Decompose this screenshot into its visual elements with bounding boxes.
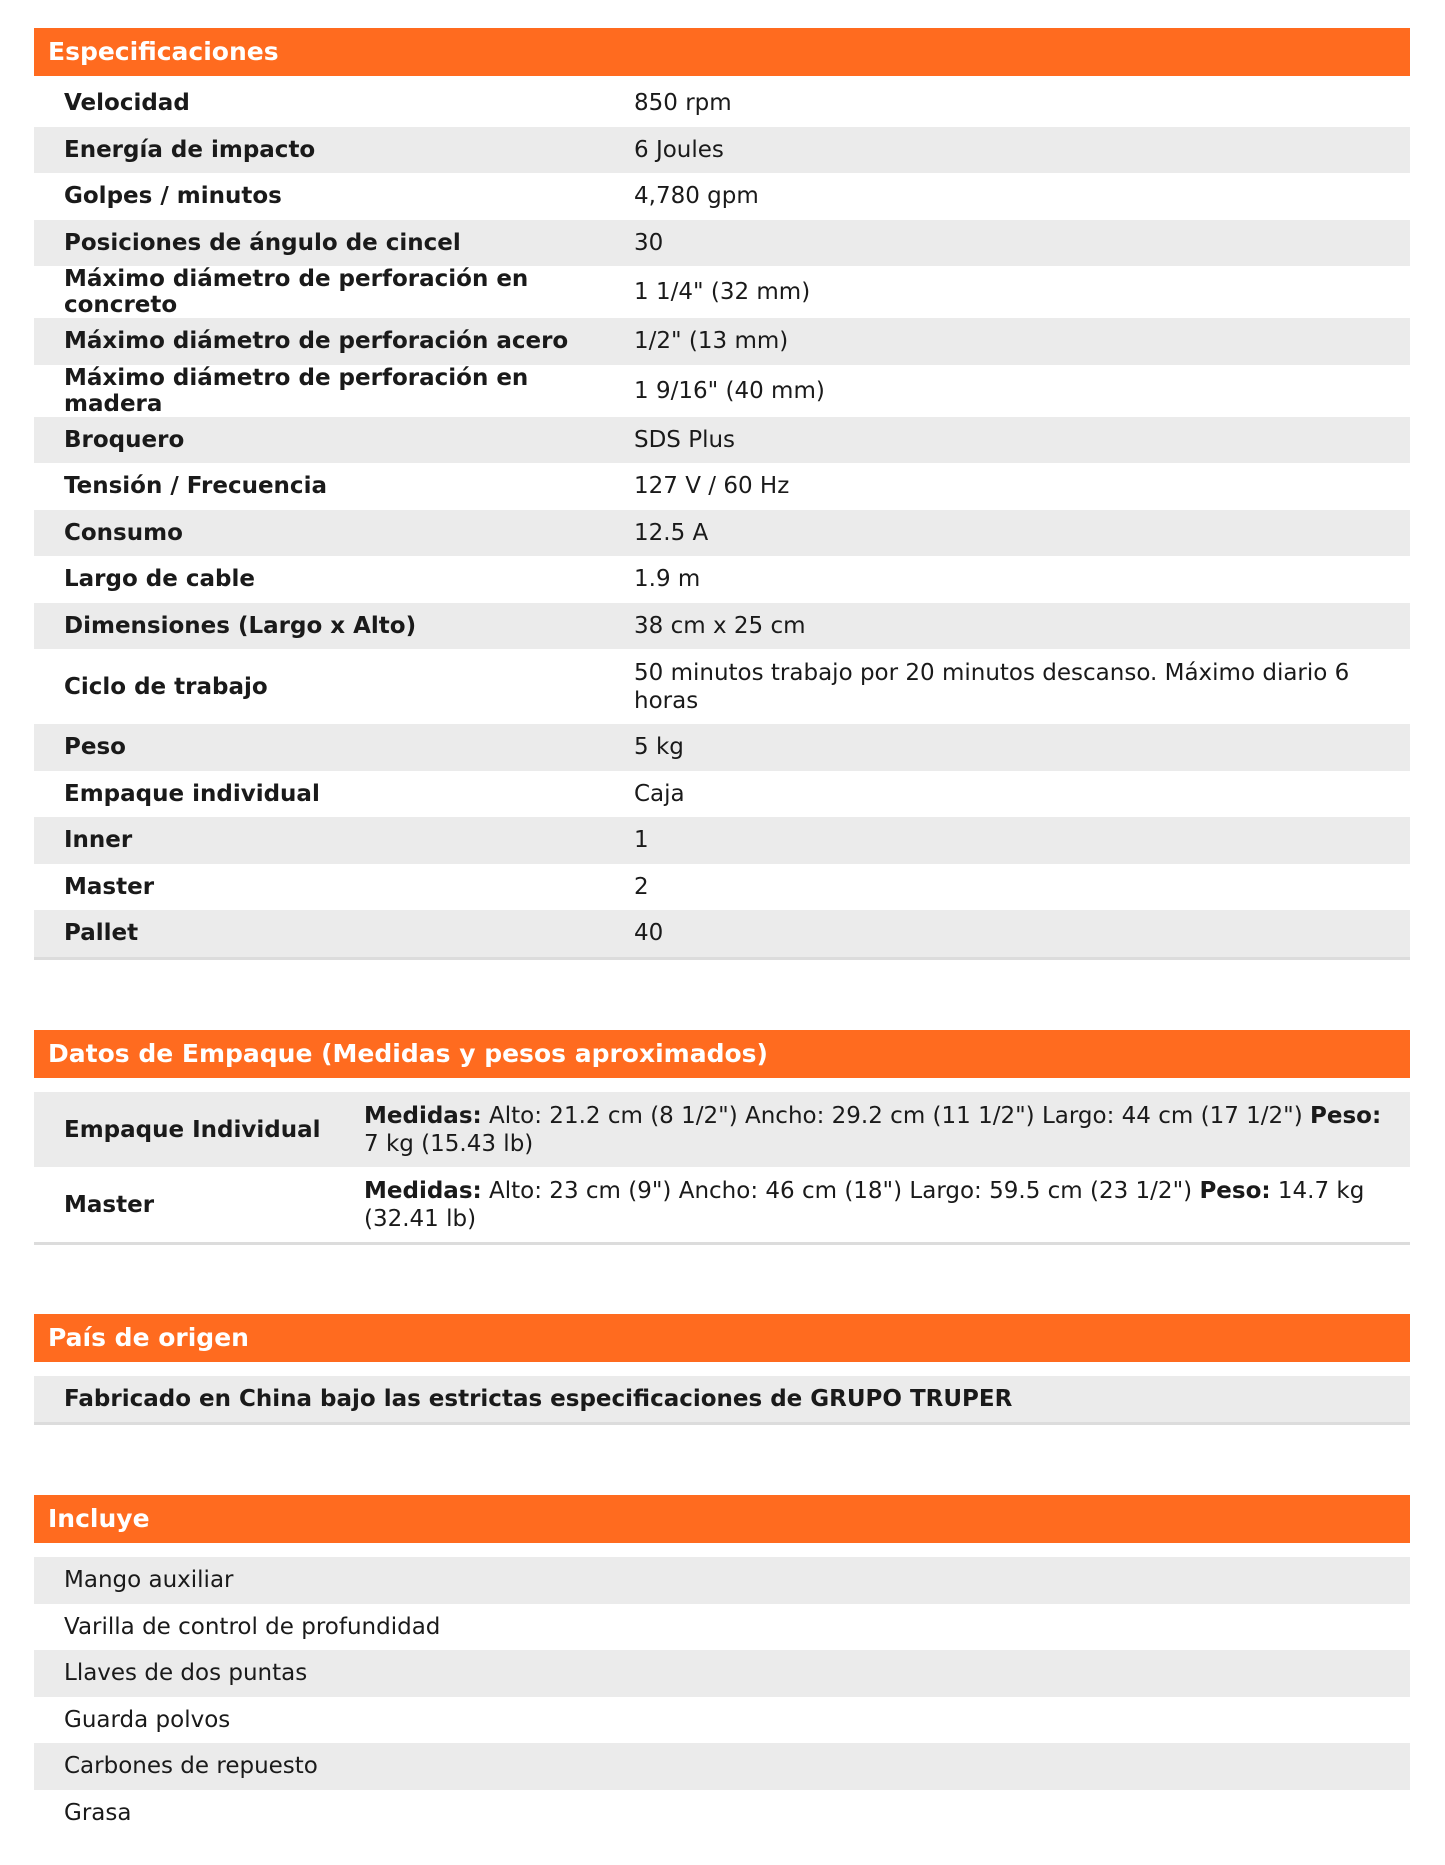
specs-header: Especificaciones xyxy=(34,28,1410,76)
weight-value: 14.7 kg (32.41 lb) xyxy=(364,1177,1365,1232)
spec-value: 1 xyxy=(634,817,1410,864)
packaging-label: Master xyxy=(34,1167,364,1242)
spec-label: Consumo xyxy=(34,510,634,557)
spec-value: 127 V / 60 Hz xyxy=(634,463,1410,510)
specs-section xyxy=(34,28,1410,960)
spec-value: 38 cm x 25 cm xyxy=(634,603,1410,650)
includes-item: Mango auxiliar xyxy=(34,1557,1410,1604)
spec-label: Dimensiones (Largo x Alto) xyxy=(34,603,634,650)
includes-item: Grasa xyxy=(34,1790,1410,1837)
spec-row xyxy=(34,220,1410,267)
measures-value: Alto: 21.2 cm (8 1/2") Ancho: 29.2 cm (11 1/2") Largo: 44 cm (17 1/2") xyxy=(489,1102,1303,1129)
packaging-table xyxy=(34,1092,1410,1242)
spec-row xyxy=(34,817,1410,864)
spec-value: 4,780 gpm xyxy=(634,173,1410,220)
includes-row xyxy=(34,1650,1410,1697)
spec-row xyxy=(34,365,1410,417)
spec-row xyxy=(34,603,1410,650)
spec-value: 1 1/4" (32 mm) xyxy=(634,266,1410,318)
spec-label: Energía de impacto xyxy=(34,127,634,174)
spec-row xyxy=(34,771,1410,818)
measures-value: Alto: 23 cm (9") Ancho: 46 cm (18") Largo: 59.5 cm (23 1/2") xyxy=(489,1177,1193,1204)
includes-item: Varilla de control de profundidad xyxy=(34,1604,1410,1651)
packaging-divider xyxy=(34,1242,1410,1245)
spec-label: Tensión / Frecuencia xyxy=(34,463,634,510)
spec-row xyxy=(34,510,1410,557)
includes-item: Guarda polvos xyxy=(34,1697,1410,1744)
spec-label: Master xyxy=(34,864,634,911)
spec-label: Largo de cable xyxy=(34,556,634,603)
weight-value: 7 kg (15.43 lb) xyxy=(364,1130,534,1157)
spec-value: 5 kg xyxy=(634,724,1410,771)
packaging-value xyxy=(364,1167,1410,1242)
packaging-section xyxy=(34,1030,1410,1245)
spec-label: Golpes / minutos xyxy=(34,173,634,220)
weight-label: Peso: xyxy=(1310,1102,1382,1129)
includes-row xyxy=(34,1604,1410,1651)
spec-value: 1 9/16" (40 mm) xyxy=(634,365,1410,417)
includes-section xyxy=(34,1495,1410,1836)
spec-row xyxy=(34,864,1410,911)
packaging-label: Empaque Individual xyxy=(34,1092,364,1167)
spec-value: 12.5 A xyxy=(634,510,1410,557)
origin-header: País de origen xyxy=(34,1314,1410,1362)
spec-value: 2 xyxy=(634,864,1410,911)
spec-value: 30 xyxy=(634,220,1410,267)
spec-row xyxy=(34,724,1410,771)
includes-header: Incluye xyxy=(34,1495,1410,1543)
packaging-row xyxy=(34,1167,1410,1242)
spec-label: Peso xyxy=(34,724,634,771)
includes-row xyxy=(34,1790,1410,1837)
spec-row xyxy=(34,417,1410,464)
spec-label: Máximo diámetro de perforación acero xyxy=(34,318,634,365)
spec-row xyxy=(34,649,1410,724)
spec-value: SDS Plus xyxy=(634,417,1410,464)
spec-row xyxy=(34,318,1410,365)
spec-row xyxy=(34,556,1410,603)
spec-label: Inner xyxy=(34,817,634,864)
includes-table xyxy=(34,1557,1410,1836)
spec-value: 850 rpm xyxy=(634,80,1410,127)
spec-label: Velocidad xyxy=(34,80,634,127)
spec-row xyxy=(34,127,1410,174)
spec-value: Caja xyxy=(634,771,1410,818)
includes-item: Llaves de dos puntas xyxy=(34,1650,1410,1697)
includes-row xyxy=(34,1697,1410,1744)
packaging-header: Datos de Empaque (Medidas y pesos aproximados) xyxy=(34,1030,1410,1078)
spec-label: Ciclo de trabajo xyxy=(34,649,634,724)
specs-divider xyxy=(34,957,1410,960)
spec-value: 40 xyxy=(634,910,1410,957)
spec-row xyxy=(34,266,1410,318)
spec-label: Empaque individual xyxy=(34,771,634,818)
spec-label: Pallet xyxy=(34,910,634,957)
measures-label: Medidas: xyxy=(364,1177,482,1204)
origin-text: Fabricado en China bajo las estrictas especificaciones de GRUPO TRUPER xyxy=(34,1376,1410,1422)
spec-label: Broquero xyxy=(34,417,634,464)
includes-row xyxy=(34,1743,1410,1790)
includes-row xyxy=(34,1557,1410,1604)
spec-row xyxy=(34,80,1410,127)
packaging-row xyxy=(34,1092,1410,1167)
origin-divider xyxy=(34,1422,1410,1425)
includes-item: Carbones de repuesto xyxy=(34,1743,1410,1790)
spec-row xyxy=(34,463,1410,510)
spec-label: Posiciones de ángulo de cincel xyxy=(34,220,634,267)
spec-label: Máximo diámetro de perforación en madera xyxy=(34,365,634,417)
spec-label: Máximo diámetro de perforación en concreto xyxy=(34,266,634,318)
specs-table xyxy=(34,80,1410,957)
spec-row xyxy=(34,173,1410,220)
spec-value: 1.9 m xyxy=(634,556,1410,603)
packaging-value xyxy=(364,1092,1410,1167)
spec-value: 6 Joules xyxy=(634,127,1410,174)
origin-section xyxy=(34,1314,1410,1425)
measures-label: Medidas: xyxy=(364,1102,482,1129)
spec-row xyxy=(34,910,1410,957)
spec-value: 1/2" (13 mm) xyxy=(634,318,1410,365)
spec-value: 50 minutos trabajo por 20 minutos descanso. Máximo diario 6 horas xyxy=(634,649,1410,724)
weight-label: Peso: xyxy=(1199,1177,1271,1204)
